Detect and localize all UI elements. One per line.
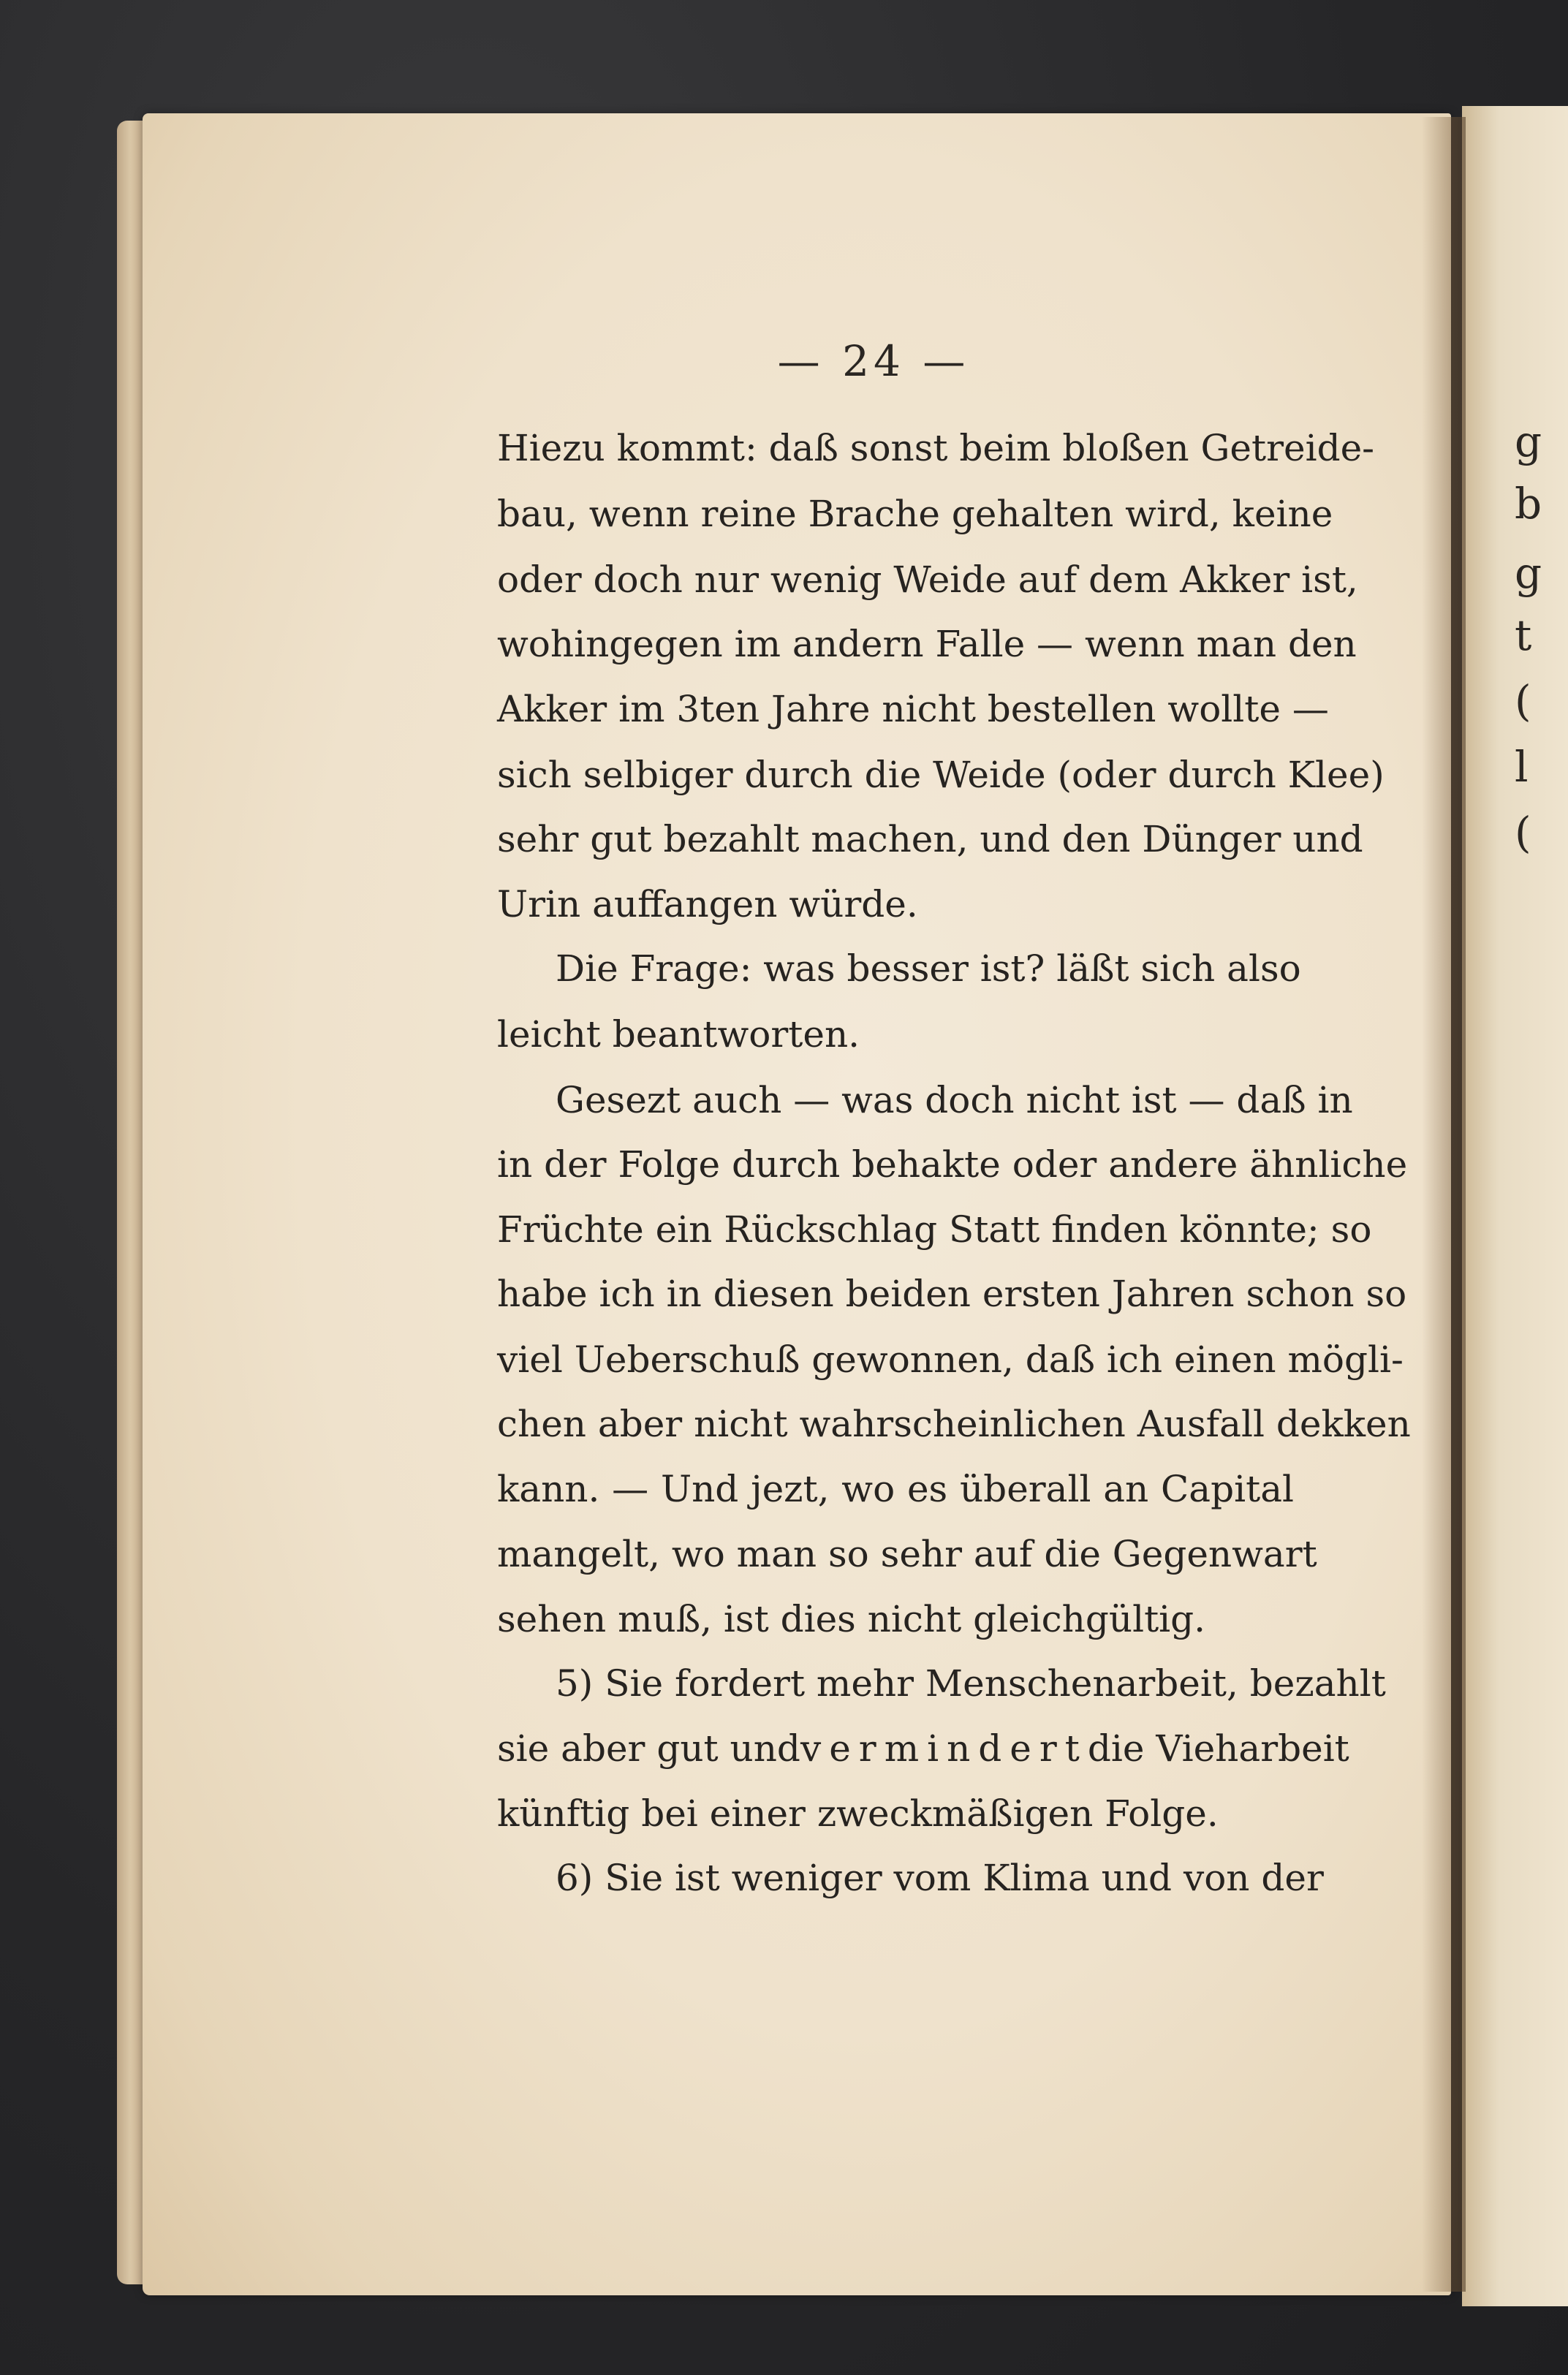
text-line: kann. — Und jezt, wo es überall an Capital [497, 1468, 1294, 1510]
text-line: Hiezu kommt: daß sonst beim bloßen Getreide- [497, 427, 1375, 469]
text-line: 5) Sie fordert mehr Menschenarbeit, bezahlt [556, 1662, 1386, 1705]
right-page-fragment: g [1515, 417, 1542, 466]
right-page-fragment: ( [1515, 676, 1531, 726]
text-line [497, 1727, 1349, 1770]
text-line: mangelt, wo man so sehr auf die Gegenwart [497, 1533, 1317, 1575]
emphasized-word: vermindert [800, 1727, 1088, 1770]
text-line: chen aber nicht wahrscheinlichen Ausfall dekken [497, 1403, 1411, 1445]
text-line: künftig bei einer zweckmäßigen Folge. [497, 1792, 1219, 1835]
book-gutter [1422, 117, 1466, 2292]
right-page-fragment: t [1515, 610, 1532, 660]
text-line: Akker im 3ten Jahre nicht bestellen wollte — [497, 688, 1329, 730]
text-line: 6) Sie ist weniger vom Klima und von der [556, 1857, 1324, 1899]
text-segment: die Vieharbeit [1087, 1727, 1349, 1770]
text-line: Gesezt auch — was doch nicht ist — daß in [556, 1079, 1353, 1121]
text-line: wohingegen im andern Falle — wenn man den [497, 623, 1357, 665]
text-segment: sie aber gut und [497, 1727, 800, 1770]
text-line: Die Frage: was besser ist? läßt sich also [556, 947, 1301, 990]
text-line: in der Folge durch behakte oder andere ähnliche [497, 1143, 1408, 1186]
right-page-fragment: g [1515, 548, 1542, 598]
page-number: — 24 — [777, 336, 970, 386]
text-line: sehr gut bezahlt machen, und den Dünger und [497, 818, 1363, 860]
right-page-fragment: b [1515, 479, 1542, 529]
text-line: oder doch nur wenig Weide auf dem Akker ist, [497, 558, 1358, 601]
text-line: leicht beantworten. [497, 1013, 860, 1056]
text-line: habe ich in diesen beiden ersten Jahren schon so [497, 1273, 1407, 1315]
text-line: viel Ueberschuß gewonnen, daß ich einen mögli- [497, 1338, 1404, 1381]
text-line: Früchte ein Rückschlag Statt finden könnte; so [497, 1208, 1372, 1251]
text-line: bau, wenn reine Brache gehalten wird, keine [497, 493, 1333, 535]
text-line: sich selbiger durch die Weide (oder durch Klee) [497, 754, 1385, 796]
text-line: sehen muß, ist dies nicht gleichgültig. [497, 1598, 1206, 1640]
right-page-fragment: ( [1515, 808, 1531, 857]
text-line: Urin auffangen würde. [497, 883, 918, 925]
right-page-fragment: l [1515, 742, 1529, 792]
